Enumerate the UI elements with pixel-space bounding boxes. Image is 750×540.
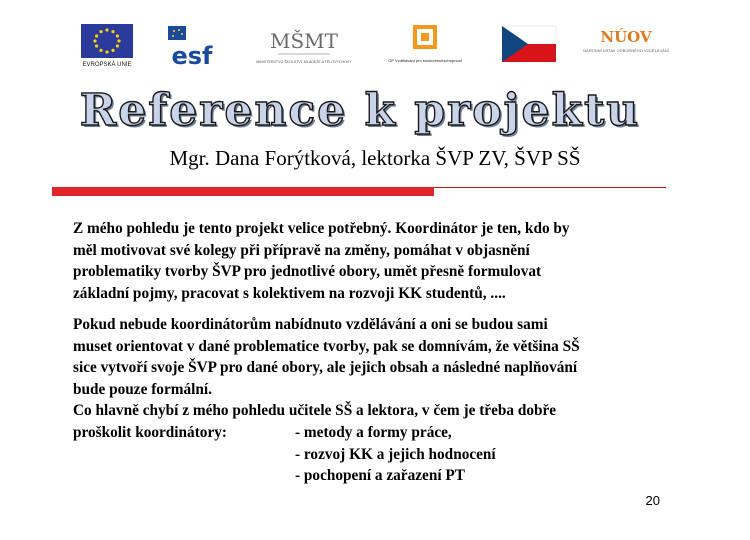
list-row bbox=[73, 444, 683, 466]
paragraph-line: muset orientovat v dané problematice tvorby, pak se domnívám, že většina SŠ bbox=[73, 337, 580, 355]
list-row bbox=[73, 422, 683, 444]
paragraph-line: bude pouze formální. bbox=[73, 380, 212, 398]
msmt-logo bbox=[258, 22, 350, 68]
list-row bbox=[73, 465, 683, 487]
slide-subtitle: Mgr. Dana Forýtková, lektorka ŠVP ZV, ŠVP SŠ bbox=[169, 146, 581, 170]
paragraph-2 bbox=[73, 314, 683, 487]
list-item: - metody a formy práce, bbox=[295, 423, 452, 441]
esf-text: esf bbox=[171, 42, 213, 70]
paragraph-1 bbox=[73, 218, 683, 304]
page-number: 20 bbox=[645, 493, 660, 508]
paragraph-line: sice vytvoří svoje ŠVP pro dané obory, ale jejich obsah a následné naplňování bbox=[73, 359, 578, 377]
red-divider-thin bbox=[434, 187, 666, 188]
op-vzdelavani-logo bbox=[388, 22, 462, 68]
paragraph-line: Pokud nebude koordinátorům nabídnuto vzdělávání a oni se budou sami bbox=[73, 316, 548, 333]
msmt-text: MŠMT bbox=[270, 29, 338, 53]
eu-flag-logo bbox=[78, 22, 136, 68]
paragraph-line: problematiky tvorby ŠVP pro jednotlivé obory, umět přesně formulovat bbox=[73, 263, 542, 281]
list-item: - pochopení a zařazení PT bbox=[295, 467, 465, 485]
eu-caption: EVROPSKÁ UNIE bbox=[82, 62, 132, 68]
nuov-text: NÚOV bbox=[600, 28, 652, 46]
msmt-caption: MINISTERSTVO ŠKOLSTVÍ, MLÁDEŽE A TĚLOVÝCHOVY bbox=[256, 60, 352, 64]
paragraph-line: Z mého pohledu je tento projekt velice potřebný. Koordinátor je ten, kdo by bbox=[73, 220, 570, 237]
op-caption: OP Vzdělávání pro konkurenceschopnost bbox=[388, 58, 462, 63]
slide-title: Reference k projektu bbox=[79, 85, 641, 136]
red-divider-thick bbox=[52, 187, 434, 196]
paragraph-line: Co hlavně chybí z mého pohledu učitele SŠ a lektora, v čem je třeba dobře bbox=[73, 402, 557, 420]
nuov-caption: NÁRODNÍ ÚSTAV ODBORNÉHO VZDĚLÁVÁNÍ bbox=[583, 48, 669, 53]
paragraph-line: základní pojmy, pracovat s kolektivem na rozvoji KK studentů, .... bbox=[73, 284, 506, 302]
esf-logo bbox=[166, 22, 218, 68]
nuov-logo bbox=[583, 22, 669, 68]
paragraph-line: měl motivovat své kolegy při přípravě na změny, pomáhat v objasnění bbox=[73, 241, 530, 259]
list-label: proškolit koordinátory: bbox=[73, 423, 227, 441]
list-item: - rozvoj KK a jejich hodnocení bbox=[295, 445, 496, 463]
czech-flag-logo bbox=[500, 22, 558, 68]
